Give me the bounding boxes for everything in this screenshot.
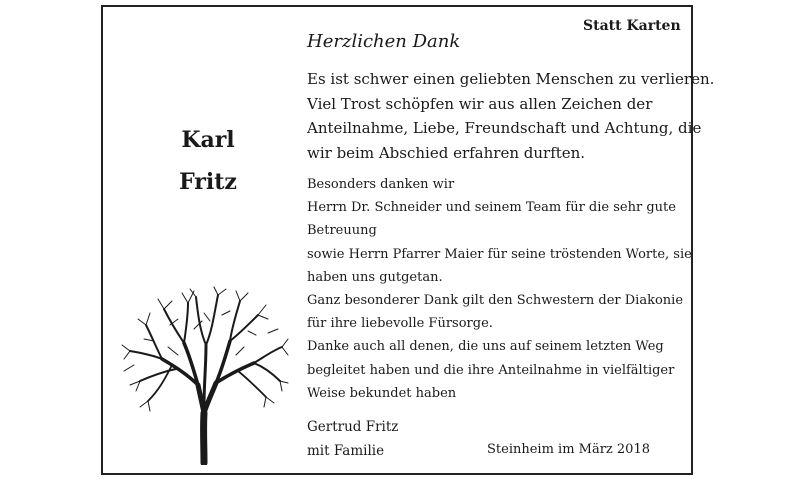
thanks-line: Ganz besonderer Dank gilt den Schwestern der Diakonie [307,293,684,309]
bare-tree-icon [118,285,290,465]
signature-family: mit Familie [307,443,385,459]
deceased-last-name: Fritz [179,169,237,195]
place-date: Steinheim im März 2018 [487,442,650,457]
thanks-line: für ihre liebevolle Fürsorge. [307,316,493,332]
thanks-line: begleitet haben und die ihre Anteilnahme in vielfältiger [307,362,675,378]
thanks-line: Danke auch all denen, die uns auf seinem letzten Weg [307,339,664,355]
deceased-first-name: Karl [181,127,235,153]
thanks-line: Betreuung [307,223,377,239]
signature-name: Gertrud Fritz [307,419,399,435]
intro-line: Es ist schwer einen geliebten Menschen zu verlieren. [307,70,715,88]
intro-line: Viel Trost schöpfen wir aus allen Zeichen der [307,94,653,113]
intro-line: Anteilnahme, Liebe, Freundschaft und Achtung, die [307,119,702,137]
thanks-line: Weise bekundet haben [307,385,457,401]
statt-karten-label: Statt Karten [583,18,681,34]
heading-herzlichen-dank: Herzlichen Dank [307,31,461,52]
thanks-line: haben uns gutgetan. [307,269,443,285]
thanks-paragraph [307,173,692,405]
intro-line: wir beim Abschied erfahren durften. [307,143,586,162]
thanks-line: sowie Herrn Pfarrer Maier für seine tröstenden Worte, sie [307,246,692,262]
intro-paragraph [307,67,715,165]
thanks-line: Besonders danken wir [307,177,455,192]
thanks-line: Herrn Dr. Schneider und seinem Team für die sehr gute [307,200,676,216]
